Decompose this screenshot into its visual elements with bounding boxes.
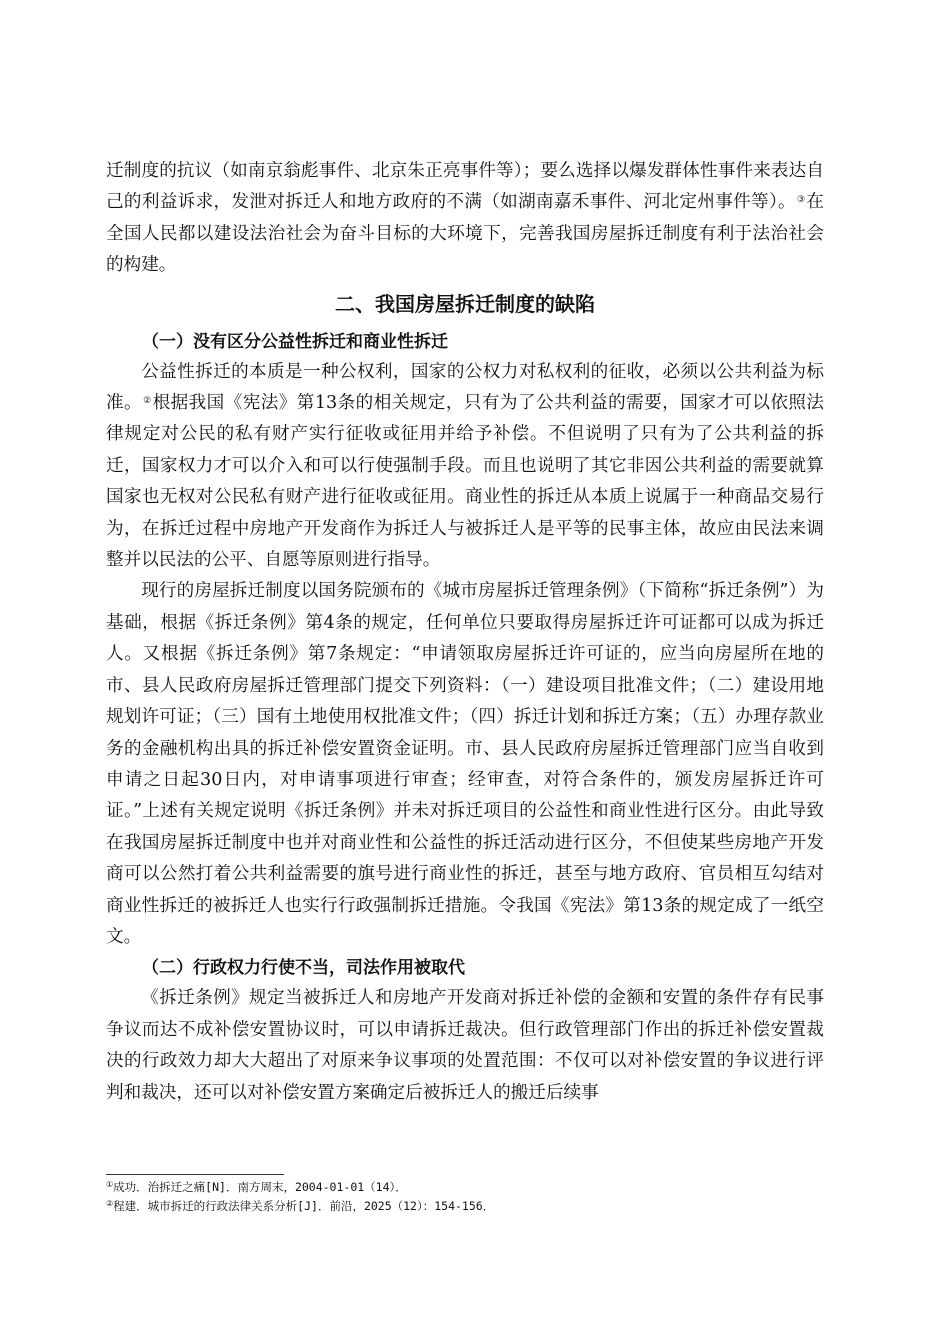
footnote-text: 成功．治拆迁之痛[N]．南方周末，2004-01-01（14）． <box>113 1180 407 1194</box>
section-heading: 二、我国房屋拆迁制度的缺陷 <box>335 291 595 316</box>
subsection-heading-2: （二）行政权力行使不当，司法作用被取代 <box>142 958 465 979</box>
footnote-1 <box>106 1178 824 1197</box>
footnotes <box>106 1178 824 1216</box>
footnote-marker: ③ <box>796 195 806 206</box>
footnote-marker: ② <box>143 396 152 407</box>
footnote-number: ② <box>106 1199 114 1208</box>
footnote-2 <box>106 1197 824 1216</box>
paragraph-text: 迁制度的抗议（如南京翁彪事件、北京朱正亮事件等）；要么选择以爆发群体性事件来表达自己的利益诉求，发泄对拆迁人和地方政府的不满（如湖南嘉禾事件、河北定州事件等）。 <box>106 161 824 213</box>
subsection-heading-1: （一）没有区分公益性拆迁和商业性拆迁 <box>142 331 448 352</box>
paragraph-text: 根据我国《宪法》第13条的相关规定，只有为了公共利益的需要，国家才可以依照法律规定对公民的私有财产实行征收或征用并给予补偿。不但说明了只有为了公共利益的拆迁，国家权力才可以介入和可以行使强制手段。而且也说明了其它非因公共利益的需要就算国家也无权对公民私有财产进行征收或征用。商业性的拆迁从本质上说属于一种商品交易行为，在拆迁过程中房地产开发商作为拆迁人与被拆迁人是平等的民事主体，故应由民法来调整并以民法的公平、自愿等原则进行指导。 <box>106 393 824 571</box>
paragraph-current-system: 现行的房屋拆迁制度以国务院颁布的《城市房屋拆迁管理条例》（下简称“拆迁条例”）为基础，根据《拆迁条例》第4条的规定，任何单位只要取得房屋拆迁许可证都可以成为拆迁人。又根据《拆迁条例》第7条规定：“申请领取房屋拆迁许可证的，应当向房屋所在地的市、县人民政府房屋拆迁管理部门提交下列资料：（一）建设项目批准文件；（二）建设用地规划许可证；（三）国有土地使用权批准文件；（四）拆迁计划和拆迁方案；（五）办理存款业务的金融机构出具的拆迁补偿安置资金证明。市、县人民政府房屋拆迁管理部门应当自收到申请之日起30日内，对申请事项进行审查；经审查，对符合条件的，颁发房屋拆迁许可证。”上述有关规定说明《拆迁条例》并未对拆迁项目的公益性和商业性进行区分。由此导致在我国房屋拆迁制度中也并对商业性和公益性的拆迁活动进行区分，不但使某些房地产开发商可以公然打着公共利益需要的旗号进行商业性的拆迁，甚至与地方政府、官员相互勾结对商业性拆迁的被拆迁人也实行行政强制拆迁措施。令我国《宪法》第13条的规定成了一纸空文。 <box>106 581 824 947</box>
paragraph-public-interest <box>106 357 824 577</box>
paragraph-text: 在全国人民都以建设法治社会为奋斗目标的大环境下，完善我国房屋拆迁制度有利于法治社会的构建。 <box>106 192 824 276</box>
paragraph-continued <box>106 156 824 282</box>
paragraph-text: 公益性拆迁的本质是一种公权利，国家的公权力对私权利的征收，必须以公共利益为标准。 <box>106 361 824 414</box>
main-body <box>106 156 824 1109</box>
footnote-text: 程建．城市拆迁的行政法律关系分析[J]．前沿，2025（12）：154-156． <box>113 1199 495 1213</box>
footnote-divider <box>106 1174 284 1175</box>
footnote-number: ① <box>106 1180 114 1189</box>
paragraph-administrative-power: 《拆迁条例》规定当被拆迁人和房地产开发商对拆迁补偿的金额和安置的条件存有民事争议而达不成补偿安置协议时，可以申请拆迁裁决。但行政管理部门作出的拆迁补偿安置裁决的行政效力却大大超出了对原来争议事项的处置范围：不仅可以对补偿安置的争议进行评判和裁决，还可以对补偿安置方案确定后被拆迁人的搬迁后续事 <box>106 988 824 1103</box>
